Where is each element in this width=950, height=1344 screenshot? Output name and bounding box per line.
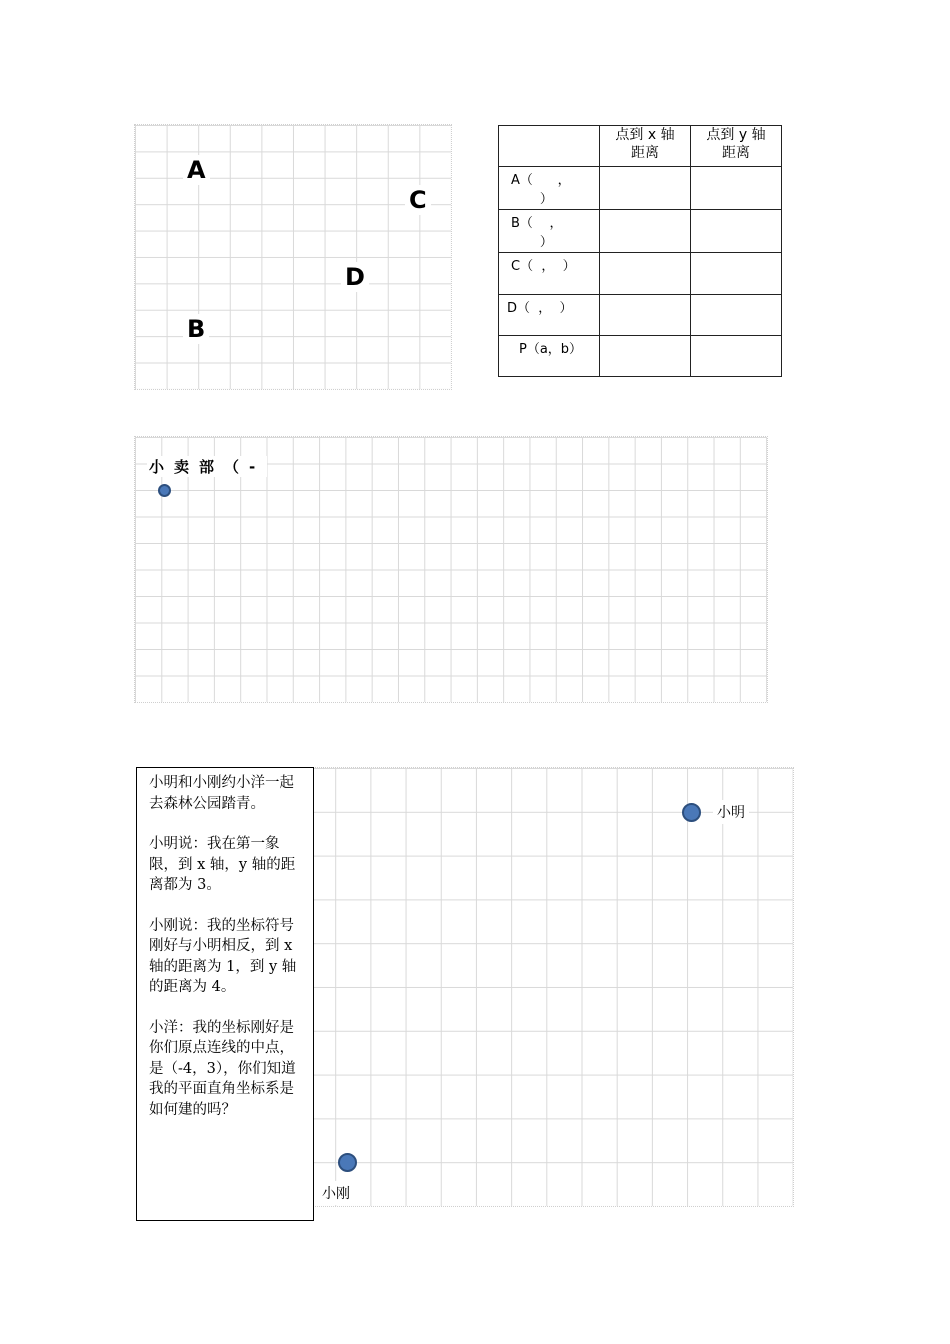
row-label-c: C（ ， ） <box>511 259 576 274</box>
xiaoming-point <box>682 803 701 822</box>
table-row <box>499 253 782 295</box>
xiaogang-point <box>338 1153 357 1172</box>
answer-cell[interactable] <box>600 295 691 336</box>
answer-cell[interactable] <box>600 253 691 295</box>
table-row <box>499 210 782 253</box>
story-paragraph: 小明和小刚约小洋一起去森林公园踏青。 <box>149 775 294 812</box>
table-header-y-distance: 点到 y 轴 距离 <box>691 126 782 167</box>
point-b-label: B <box>183 314 209 344</box>
grid-figure-3 <box>300 768 793 1206</box>
story-paragraph: 小洋：我的坐标刚好是你们原点连线的中点，是（-4，3），你们知道我的平面直角坐标系是如何建的吗？ <box>149 1019 296 1118</box>
row-label-p: P（a，b） <box>519 342 583 357</box>
table-row <box>499 167 782 210</box>
point-d-label: D <box>341 262 369 292</box>
answer-cell[interactable] <box>600 336 691 377</box>
table-header-row <box>499 126 782 167</box>
distance-table <box>498 125 782 377</box>
shop-point <box>158 484 171 497</box>
row-label-b: B（ ， ） <box>511 216 563 250</box>
answer-cell[interactable] <box>691 295 782 336</box>
xiaoming-label: 小明 <box>713 800 749 824</box>
xiaogang-label: 小刚 <box>318 1181 354 1205</box>
answer-cell[interactable] <box>691 210 782 253</box>
point-c-label: C <box>405 185 431 215</box>
row-label-a: A（ ， ） <box>511 173 571 207</box>
answer-cell[interactable] <box>600 167 691 210</box>
story-paragraph: 小明说：我在第一象限，到 x 轴，y 轴的距离都为 3。 <box>149 836 296 893</box>
table-row <box>499 295 782 336</box>
point-a-label: A <box>183 155 210 185</box>
table-row <box>499 336 782 377</box>
answer-cell[interactable] <box>691 253 782 295</box>
answer-cell[interactable] <box>691 336 782 377</box>
answer-cell[interactable] <box>600 210 691 253</box>
table-header-cell <box>499 126 600 167</box>
table-header-x-distance: 点到 x 轴 距离 <box>600 126 691 167</box>
story-box <box>136 767 314 1221</box>
story-paragraph: 小刚说：我的坐标符号刚好与小明相反，到 x 轴的距离为 1，到 y 轴的距离为 4。 <box>149 917 297 995</box>
row-label-d: D（ ， ） <box>507 301 573 316</box>
answer-cell[interactable] <box>691 167 782 210</box>
shop-label: 小卖部（- <box>149 458 266 476</box>
